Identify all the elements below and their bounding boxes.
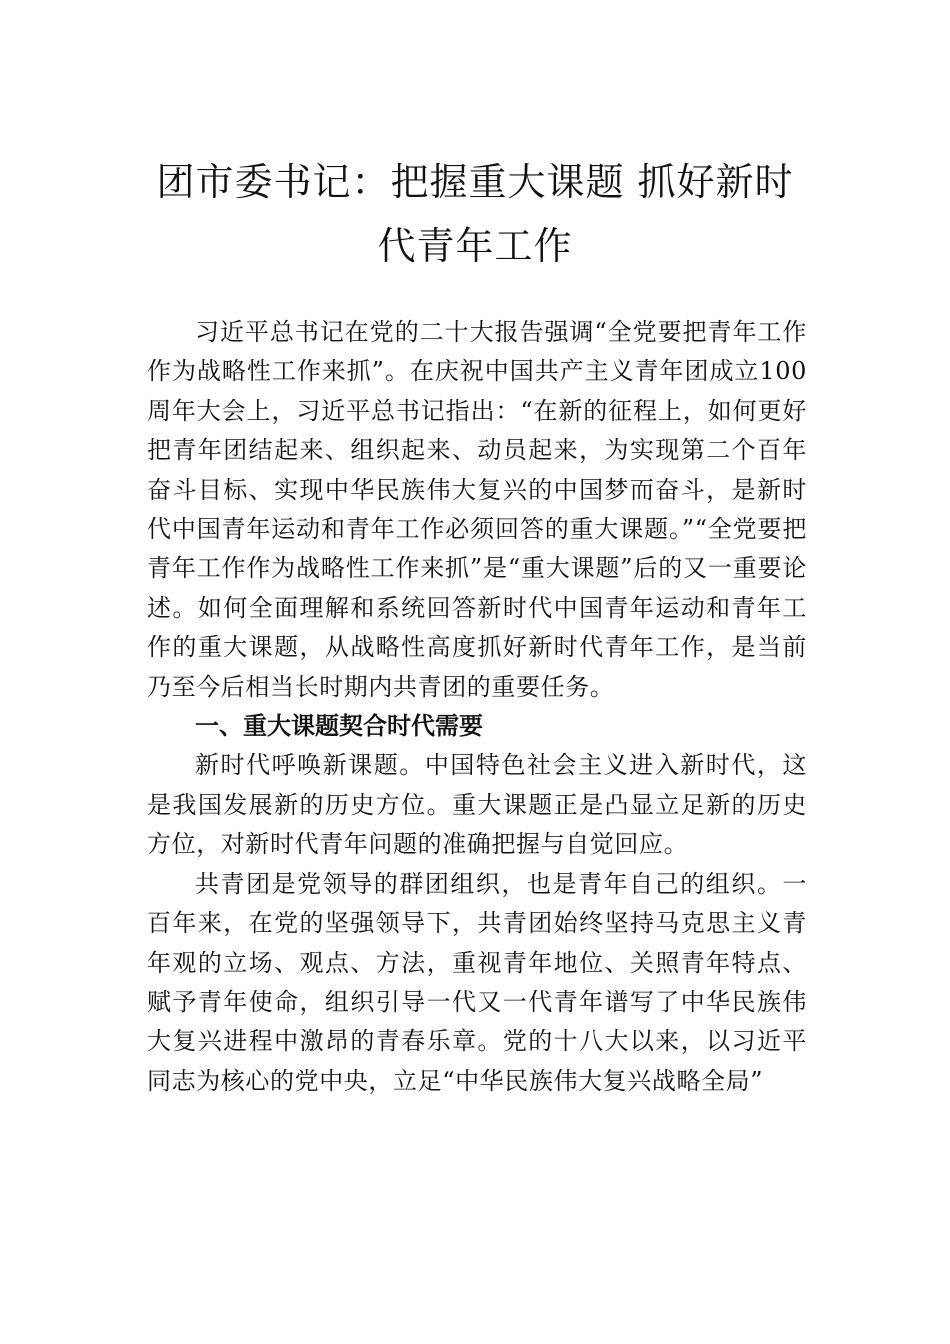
paragraph-youth-league: 共青团是党领导的群团组织，也是青年自己的组织。一百年来，在党的坚强领导下，共青团始终坚持马克思主义青年观的立场、观点、方法，重视青年地位、关照青年特点、 赋予青年使命，组织引导一代又一代青年谱写了中华民族伟大复兴进程中激昂的青春乐章。党的十八大以来，以习近平同志为核心的党中央，立足“中华民族伟大复兴战略全局” xyxy=(147,869,807,1095)
section-heading: 一、重大课题契合时代需要 xyxy=(195,712,483,741)
document-title: 团市委书记：把握重大课题 抓好新时代青年工作 xyxy=(156,160,794,268)
paragraph-new-era: 新时代呼唤新课题。中国特色社会主义进入新时代，这是我国发展新的历史方位。重大课题正是凸显立足新的历史方位，对新时代青年问题的准确把握与自觉回应。 xyxy=(147,751,807,859)
paragraph-intro: 习近平总书记在党的二十大报告强调“全党要把青年工作作为战略性工作来抓”。在庆祝中国共产主义青年团成立100周年大会上，习近平总书记指出：“在新的征程上，如何更好把青年团结起来、组织起来、动员起来，为实现第二个百年奋斗目标、实现中华民族伟大复兴的中国梦而奋斗，是新时代中国青年运动和青年工作必须回答的重大课题。”“全党要把青年工作作为战略性工作来抓”是“重大课题”后的又一重要论述。如何全面理解和系统回答新时代中国青年运动和青年工作的重大课题，从战略性高度抓好新时代青年工作，是当前乃至今后相当长时期内共青团的重要任务。 xyxy=(147,318,807,701)
document-body xyxy=(147,313,807,1101)
